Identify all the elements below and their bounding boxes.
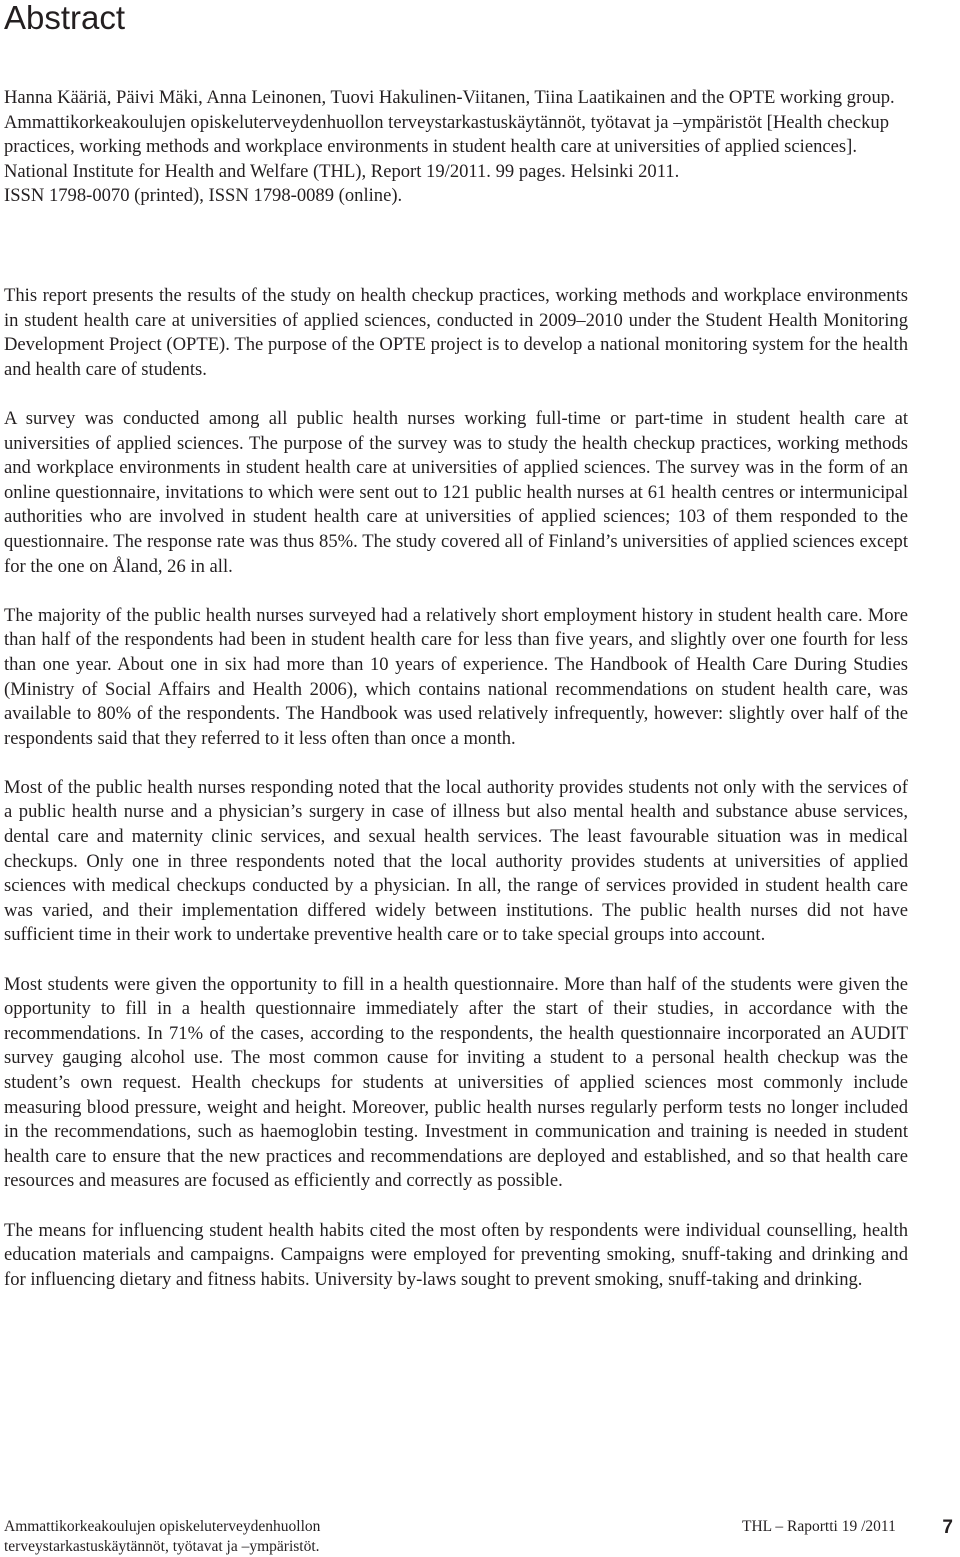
page-number: 7	[942, 1517, 953, 1538]
citation-issn: ISSN 1798-0070 (printed), ISSN 1798-0089 (online).	[4, 185, 403, 207]
paragraph-services: Most of the public health nurses responding noted that the local authority provides students not only with the services of a public health nurse and a physician’s surgery in case of illness but also mental health and substance abuse services, dental care and maternity clinic services, and sexual health services. The least favourable situation was in medical checkups. Only one in three respondents noted that the local authority provides students at universities of applied sciences with medical checkups conducted by a physician. In all, the range of services provided in student health care was varied, and their implementation differed widely between institutions. The public health nurses did not have sufficient time in their work to undertake preventive health care or to take special groups into account.	[4, 776, 908, 946]
paragraph-survey: A survey was conducted among all public health nurses working full-time or part-time in student health care at universities of applied sciences. The purpose of the survey was to study the health checkup practices, working methods and workplace environments in student health care at universities of applied sciences. The survey was in the form of an online questionnaire, invitations to which were sent out to 121 public health nurses at 61 health centres or intermunicipal authorities who are involved in student health care at universities of applied sciences; 103 of them responded to the questionnaire. The response rate was thus 85%. The study covered all of Finland’s universities of applied sciences except for the one on Åland, 26 in all.	[4, 407, 908, 577]
citation-block	[4, 86, 908, 209]
footer-publication-title	[4, 1517, 320, 1557]
page-footer	[4, 1517, 956, 1557]
citation-reference: Hanna Kääriä, Päivi Mäki, Anna Leinonen, Tuovi Hakulinen-Viitanen, Tiina Laatikainen and the OPTE working group. Ammattikorkeakoulujen opiskeluterveydenhuollon terveystarkastuskäytännöt, työtavat ja –ympäristöt [Health checkup practices, working methods and workplace environments in student health care at universities of applied sciences]. National Institute for Health and Welfare (THL), Report 19/2011. 99 pages. Helsinki 2011.	[4, 87, 895, 182]
paragraph-health-habits: The means for influencing student health habits cited the most often by respondents were individual counselling, health education materials and campaigns. Campaigns were employed for preventing smoking, snuff-taking and drinking and for influencing dietary and fitness habits. University by-laws sought to prevent smoking, snuff-taking and drinking.	[4, 1219, 908, 1290]
paragraph-scope: This report presents the results of the study on health checkup practices, working methods and workplace environments in student health care at universities of applied sciences, conducted in 2009–2010 under the Student Health Monitoring Development Project (OPTE). The purpose of the OPTE project is to develop a national monitoring system for the health and health care of students.	[4, 285, 908, 380]
footer-title-line-2: terveystarkastuskäytännöt, työtavat ja –ympäristöt.	[4, 1538, 320, 1555]
abstract-body	[4, 284, 908, 1317]
footer-title-line-1: Ammattikorkeakoulujen opiskeluterveydenhuollon	[4, 1518, 321, 1535]
page-title: Abstract	[4, 0, 126, 36]
paragraph-employment-history: The majority of the public health nurses surveyed had a relatively short employment history in student health care. More than half of the respondents had been in student health care for less than five years, and slightly over one fourth for less than one year. About one in six had more than 10 years of experience. The Handbook of Health Care During Studies (Ministry of Social Affairs and Health 2006), which contains national recommendations on student health care, was available to 80% of the respondents. The Handbook was used relatively infrequently, however: slightly over half of the respondents said that they referred to it less often than once a month.	[4, 604, 908, 749]
paragraph-questionnaire: Most students were given the opportunity to fill in a health questionnaire. More than half of the students were given the opportunity to fill in a health questionnaire immediately after the start of their studies, in accordance with the recommendations. In 71% of the cases, according to the respondents, the health questionnaire incorporated an AUDIT survey gauging alcohol use. The most common cause for inviting a student to a personal health checkup was the student’s own request. Health checkups for students at universities of applied sciences most commonly include measuring blood pressure, weight and height. Moreover, public health nurses regularly perform tests no longer included in the recommendations, such as haemoglobin testing. Investment in communication and training is needed in student health care to ensure that the new practices and recommendations are deployed and established, and so that health care resources and measures are focused as efficiently and correctly as possible.	[4, 973, 908, 1192]
footer-report-number: THL – Raportti 19 /2011	[742, 1518, 896, 1535]
